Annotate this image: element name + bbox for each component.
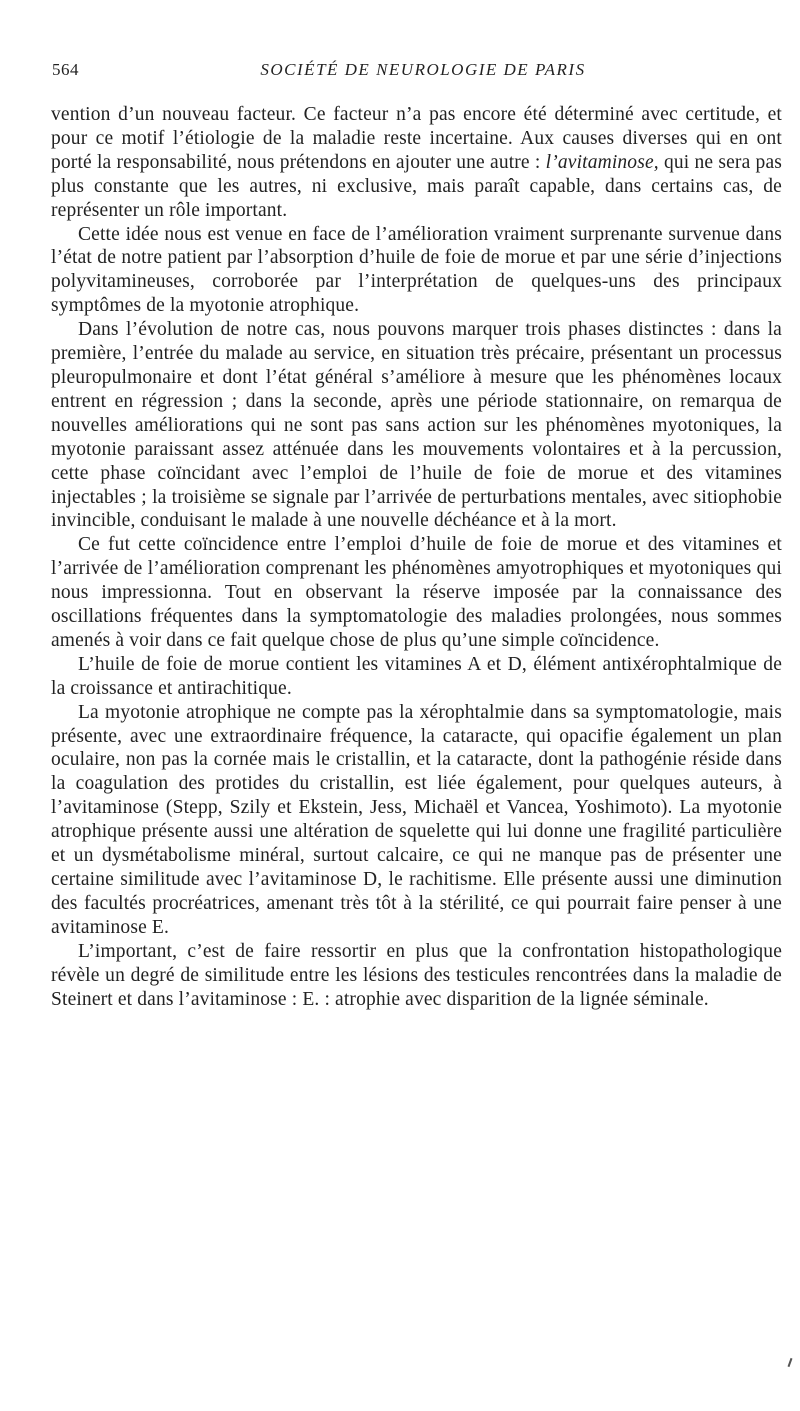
paragraph-6: La myotonie atrophique ne compte pas la xérophtalmie dans sa symptomatologie, mais présente, avec une extraordinaire fréquence, la cataracte, qui opacifie également un plan oculaire, non pas la cornée mais le cristallin, et la cataracte, dont la pathogénie réside dans la coagulation des protides du cristallin, est liée également, pour quelques auteurs, à l’avitaminose (Stepp, Szily et Ekstein, Jess, Michaël et Vancea, Yoshimoto). La myotonie atrophique présente aussi une altération de squelette qui lui donne une fragilité particulière et un dysmétabolisme minéral, surtout calcaire, ce qui ne manque pas de présenter une certaine similitude avec l’avitaminose D, le rachitisme. Elle présente aussi une diminution des facultés procréatrices, amenant très tôt à la stérilité, ce qui pourrait faire penser à une avitaminose E. (51, 701, 782, 938)
paragraph-1-text-a: vention d’un nouveau facteur. Ce facteur n’a pas encore été déterminé avec certitude, et pour ce motif l’étiologie de la maladie reste incertaine. Aux causes diverses qui en ont porté la responsabilité, nous prétendons en ajouter une autre : (51, 104, 782, 173)
article-body (51, 103, 782, 1011)
paragraph-2: Cette idée nous est venue en face de l’amélioration vraiment surprenante survenue dans l’état de notre patient par l’absorption d’huile de foie de morue et par une série d’injections polyvitamineuses, corroborée par l’interprétation de quelques-uns des principaux symptômes de la myotonie atrophique. (51, 223, 782, 317)
page-number: 564 (52, 60, 79, 79)
paragraph-1 (51, 103, 782, 223)
paragraph-5: L’huile de foie de morue contient les vitamines A et D, élément antixérophtalmique de la croissance et antirachitique. (51, 653, 782, 699)
paragraph-3: Dans l’évolution de notre cas, nous pouvons marquer trois phases distinctes : dans la première, l’entrée du malade au service, en situation très précaire, présentant un processus pleuropulmonaire et dont l’état général s’améliore à mesure que les phénomènes locaux entrent en régression ; dans la seconde, après une période stationnaire, on remarqua de nouvelles améliorations qui ne sont pas sans action sur les phénomènes myotoniques, la myotonie paraissant assez atténuée dans les mouvements volontaires et à la percussion, cette phase coïncidant avec l’emploi de l’huile de foie de morue et des vitamines injectables ; la troisième se signale par l’arrivée de perturbations mentales, avec sitiophobie invincible, conduisant le malade à une nouvelle déchéance et à la mort. (51, 319, 782, 532)
journal-title: SOCIÉTÉ DE NEUROLOGIE DE PARIS (260, 60, 586, 79)
running-header (52, 60, 764, 90)
paragraph-4: Ce fut cette coïncidence entre l’emploi d’huile de foie de morue et des vitamines et l’arrivée de l’amélioration comprenant les phénomènes amyotrophiques et myotoniques qui nous impressionna. Tout en observant la réserve imposée par la connaissance des oscillations fréquentes dans la symptomatologie des maladies prolongées, nous sommes amenés à voir dans ce fait quelque chose de plus qu’une simple coïncidence. (51, 534, 782, 651)
paragraph-7: L’important, c’est de faire ressortir en plus que la confrontation histopathologique révèle un degré de similitude entre les lésions des testicules rencontrées dans la maladie de Steinert et dans l’avitaminose : E. : atrophie avec disparition de la lignée séminale. (51, 940, 782, 1010)
avitaminose-emphasis: l’avitaminose, (545, 151, 659, 173)
paragraph-1-text-b: qui ne sera pas plus constante que les autres, ni exclusive, mais paraît capable, dans certains cas, de représenter un rôle important. (51, 151, 782, 221)
scan-edge-mark (788, 1358, 793, 1367)
